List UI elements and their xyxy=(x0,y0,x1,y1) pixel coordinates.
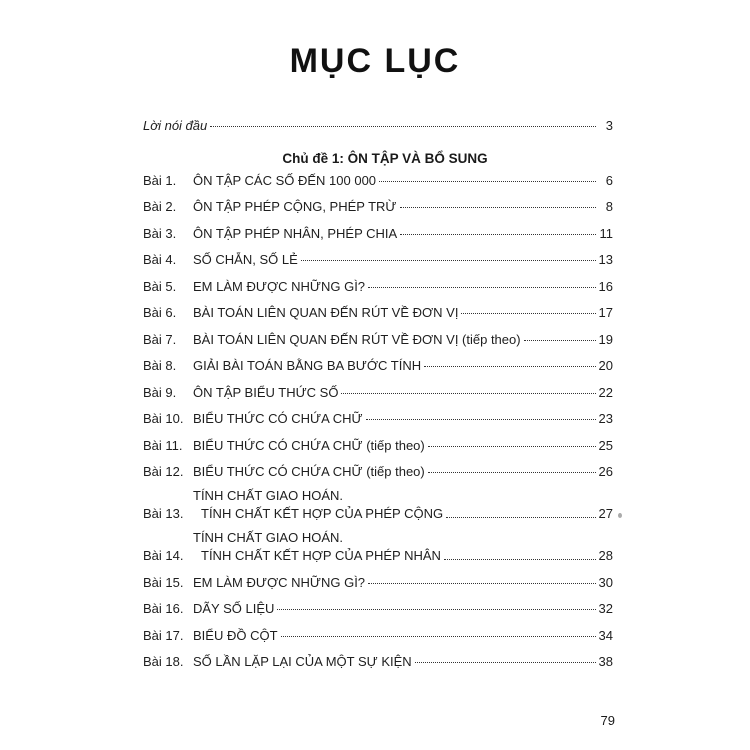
dot-leader xyxy=(428,446,596,447)
lesson-page: 26 xyxy=(598,464,613,479)
dot-leader xyxy=(366,419,596,420)
lesson-title-line: BÀI TOÁN LIÊN QUAN ĐẾN RÚT VỀ ĐƠN VỊ (tiếp theo) xyxy=(193,331,521,347)
lesson-title-line: TÍNH CHẤT GIAO HOÁN. xyxy=(193,529,343,545)
lesson-title xyxy=(193,279,365,294)
lesson-number: Bài 8. xyxy=(143,358,177,373)
lesson-number: Bài 9. xyxy=(143,384,177,400)
toc-entry-row xyxy=(143,487,613,533)
toc-entry-row xyxy=(143,529,613,575)
toc-entry-row xyxy=(143,601,613,628)
dot-leader xyxy=(446,517,595,518)
lesson-title-line: ÔN TẬP CÁC SỐ ĐẾN 100 000 xyxy=(193,172,377,188)
lesson-title xyxy=(193,385,338,400)
lesson-title xyxy=(193,252,298,267)
lesson-title-line: BIỂU ĐỒ CỘT xyxy=(193,627,278,643)
toc-entry-row xyxy=(143,575,613,602)
lesson-title-line: SỐ CHẴN, SỐ LẺ xyxy=(193,252,298,267)
dot-leader xyxy=(461,313,595,314)
lesson-page: 27 xyxy=(598,505,613,521)
lesson-title-line: ÔN TẬP PHÉP NHÂN, PHÉP CHIA xyxy=(193,225,398,241)
lesson-number: Bài 3. xyxy=(143,225,177,241)
lesson-title-line: SỐ LẦN LẶP LẠI CỦA MỘT SỰ KIỆN xyxy=(193,654,412,669)
lesson-title xyxy=(193,530,441,563)
lesson-title-line: TÍNH CHẤT KẾT HỢP CỦA PHÉP CỘNG xyxy=(201,505,444,521)
dot-leader xyxy=(400,234,596,235)
lesson-title xyxy=(193,411,363,426)
lesson-number: Bài 2. xyxy=(143,199,177,214)
toc-entry-row xyxy=(143,173,613,200)
lesson-title-line: EM LÀM ĐƯỢC NHỮNG GÌ? xyxy=(193,574,366,590)
lesson-title-line: BIỂU THỨC CÓ CHỨA CHỮ (tiếp theo) xyxy=(193,464,425,479)
dot-leader xyxy=(301,260,596,261)
lesson-title xyxy=(193,358,421,373)
lesson-page: 20 xyxy=(598,358,613,373)
page-title: MỤC LỤC xyxy=(289,42,461,80)
toc-entry-row xyxy=(143,199,613,226)
lesson-title-line: BÀI TOÁN LIÊN QUAN ĐẾN RÚT VỀ ĐƠN VỊ xyxy=(193,305,459,320)
toc-entry-row xyxy=(143,226,613,253)
lesson-page: 22 xyxy=(598,384,613,400)
lesson-title-line: BIỂU THỨC CÓ CHỨA CHỮ (tiếp theo) xyxy=(193,437,425,453)
dot-leader xyxy=(428,472,596,473)
toc-entry-row xyxy=(143,332,613,359)
dot-leader xyxy=(210,126,596,127)
lesson-title xyxy=(193,601,274,616)
toc-entries xyxy=(143,173,613,681)
scan-speck xyxy=(618,513,622,518)
lesson-page: 32 xyxy=(598,601,613,616)
lesson-title xyxy=(193,199,397,214)
lesson-title xyxy=(193,305,458,320)
toc-preface-row xyxy=(143,118,613,145)
toc-entry-row xyxy=(143,411,613,438)
lesson-number: Bài 16. xyxy=(143,601,184,616)
toc-entry-row xyxy=(143,305,613,332)
lesson-page: 8 xyxy=(605,199,613,214)
dot-leader xyxy=(368,583,595,584)
lesson-title xyxy=(193,226,397,241)
dot-leader xyxy=(424,366,595,367)
lesson-page: 17 xyxy=(598,305,613,320)
toc-entry-row xyxy=(143,628,613,655)
lesson-number: Bài 15. xyxy=(143,574,184,590)
lesson-number: Bài 14. xyxy=(143,547,184,563)
lesson-number: Bài 11. xyxy=(143,437,183,453)
dot-leader xyxy=(444,559,596,560)
lesson-title xyxy=(193,575,365,590)
lesson-title-line: DÃY SỐ LIỆU xyxy=(193,601,275,616)
dot-leader xyxy=(281,636,596,637)
section-heading: Chủ đề 1: ÔN TẬP VÀ BỔ SUNG xyxy=(282,150,488,166)
lesson-title-line: TÍNH CHẤT GIAO HOÁN. xyxy=(193,487,343,503)
lesson-page: 23 xyxy=(598,411,613,426)
dot-leader xyxy=(400,207,596,208)
dot-leader xyxy=(379,181,596,182)
lesson-title xyxy=(193,173,376,188)
toc-entry-row xyxy=(143,358,613,385)
dot-leader xyxy=(524,340,596,341)
lesson-title xyxy=(193,332,521,347)
dot-leader xyxy=(277,609,595,610)
lesson-number: Bài 6. xyxy=(143,305,177,320)
lesson-page: 19 xyxy=(598,331,613,347)
page-number: 79 xyxy=(600,713,615,728)
lesson-number: Bài 18. xyxy=(143,654,184,669)
lesson-title xyxy=(193,488,443,521)
lesson-page: 25 xyxy=(598,437,613,453)
toc-entry-row xyxy=(143,252,613,279)
toc-entry-row xyxy=(143,279,613,306)
dot-leader xyxy=(341,393,595,394)
toc-entry-row xyxy=(143,438,613,465)
lesson-page: 16 xyxy=(598,278,613,294)
lesson-title-line: TÍNH CHẤT KẾT HỢP CỦA PHÉP NHÂN xyxy=(201,547,441,563)
lesson-page: 11 xyxy=(599,225,613,241)
lesson-number: Bài 10. xyxy=(143,411,184,426)
preface-page: 3 xyxy=(605,118,613,133)
lesson-title-line: ÔN TẬP PHÉP CỘNG, PHÉP TRỪ xyxy=(193,199,397,214)
lesson-number: Bài 5. xyxy=(143,278,177,294)
dot-leader xyxy=(415,662,596,663)
lesson-number: Bài 17. xyxy=(143,627,184,643)
lesson-number: Bài 12. xyxy=(143,464,184,479)
lesson-title xyxy=(193,464,425,479)
lesson-title xyxy=(193,654,412,669)
lesson-page: 30 xyxy=(598,574,613,590)
lesson-title xyxy=(193,438,425,453)
lesson-title-line: BIỂU THỨC CÓ CHỨA CHỮ xyxy=(193,411,363,426)
lesson-title-line: ÔN TẬP BIỂU THỨC SỐ xyxy=(193,384,339,400)
dot-leader xyxy=(368,287,595,288)
lesson-page: 6 xyxy=(605,172,613,188)
preface-label: Lời nói đầu xyxy=(143,118,208,133)
lesson-page: 13 xyxy=(598,252,613,267)
lesson-number: Bài 4. xyxy=(143,252,177,267)
lesson-page: 28 xyxy=(598,547,613,563)
lesson-title xyxy=(193,628,278,643)
table-of-contents xyxy=(143,118,613,681)
lesson-title-line: GIẢI BÀI TOÁN BẰNG BA BƯỚC TÍNH xyxy=(193,358,422,373)
toc-entry-row xyxy=(143,654,613,681)
lesson-number: Bài 13. xyxy=(143,505,184,521)
lesson-page: 38 xyxy=(598,654,613,669)
toc-entry-row xyxy=(143,385,613,412)
lesson-title-line: EM LÀM ĐƯỢC NHỮNG GÌ? xyxy=(193,278,366,294)
lesson-page: 34 xyxy=(598,627,613,643)
lesson-number: Bài 1. xyxy=(143,172,177,188)
lesson-number: Bài 7. xyxy=(143,331,177,347)
